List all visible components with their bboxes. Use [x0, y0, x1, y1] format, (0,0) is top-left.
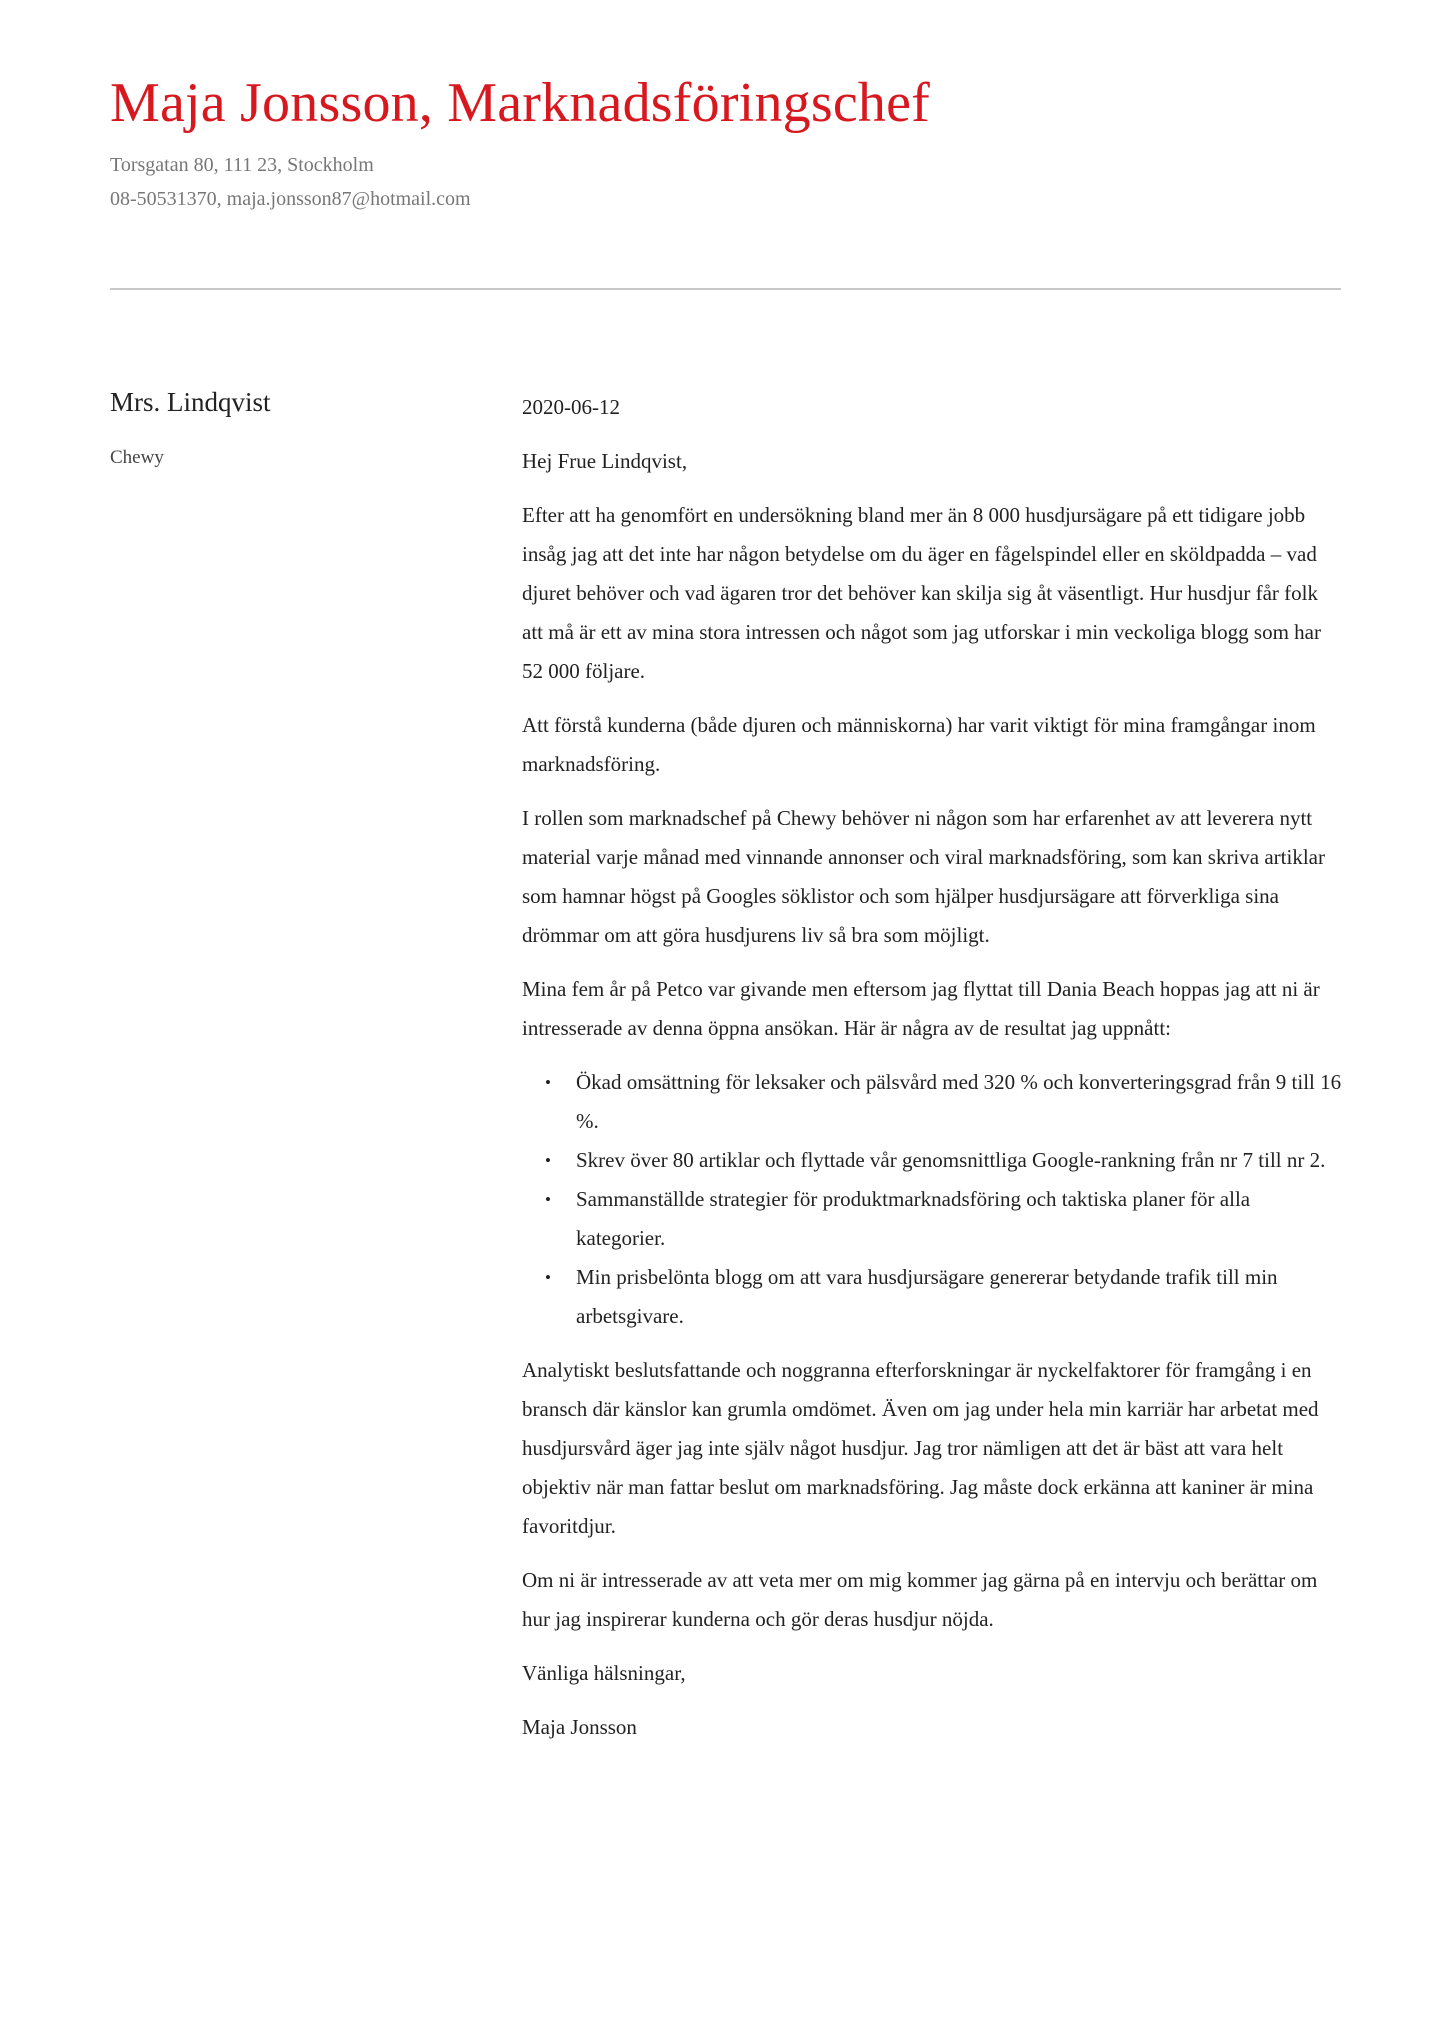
bullet-icon: • — [545, 1190, 551, 1209]
paragraph: I rollen som marknadschef på Chewy behöver ni någon som har erfarenhet av att leverera nytt material varje månad med vinnande annonser och viral marknadsföring, som kan skriva artiklar som hamnar högst på Googles söklistor och som hjälper husdjursägare att förverkliga sina drömmar om att göra husdjurens liv så bra som möjligt. — [522, 806, 1325, 947]
list-item — [545, 1180, 1342, 1258]
list-item — [545, 1063, 1342, 1141]
phone-email: 08-50531370, maja.jonsson87@hotmail.com — [110, 188, 471, 210]
header-divider — [110, 288, 1341, 290]
results-list — [522, 1063, 1342, 1336]
recipient-name: Mrs. Lindqvist — [110, 387, 271, 417]
bullet-icon: • — [545, 1268, 551, 1287]
list-item-text: Ökad omsättning för leksaker och pälsvård med 320 % och konverteringsgrad från 9 till 16 %. — [576, 1070, 1342, 1133]
recipient-company: Chewy — [110, 447, 164, 468]
closing: Vänliga hälsningar, — [522, 1661, 686, 1685]
list-item — [545, 1141, 1342, 1180]
recipient-block — [110, 382, 490, 472]
letter-header — [110, 68, 1340, 216]
list-item-text: Skrev över 80 artiklar och flyttade vår genomsnittliga Google-rankning från nr 7 till nr 2. — [576, 1148, 1326, 1172]
list-item-text: Min prisbelönta blogg om att vara husdjursägare genererar betydande trafik till min arbetsgivare. — [576, 1265, 1278, 1328]
signature: Maja Jonsson — [522, 1715, 637, 1739]
list-item — [545, 1258, 1342, 1336]
letter-body — [522, 388, 1342, 1762]
paragraph: Att förstå kunderna (både djuren och människorna) har varit viktigt för mina framgångar inom marknadsföring. — [522, 713, 1316, 776]
list-item-text: Sammanställde strategier för produktmarknadsföring och taktiska planer för alla kategorier. — [576, 1187, 1251, 1250]
letter-date: 2020-06-12 — [522, 395, 620, 419]
paragraph: Analytiskt beslutsfattande och noggranna efterforskningar är nyckelfaktorer för framgång i en bransch där känslor kan grumla omdömet. Även om jag under hela min karriär har arbetat med husdjursvård äger jag inte själv något husdjur. Jag tror nämligen att det är bäst att vara helt objektiv när man fattar beslut om marknadsföring. Jag måste dock erkänna att kaniner är mina favoritdjur. — [522, 1358, 1319, 1538]
paragraph: Mina fem år på Petco var givande men eftersom jag flyttat till Dania Beach hoppas jag att ni är intresserade av denna öppna ansökan. Här är några av de resultat jag uppnått: — [522, 977, 1320, 1040]
name-title: Maja Jonsson, Marknadsföringschef — [110, 72, 930, 134]
paragraph: Efter att ha genomfört en undersökning bland mer än 8 000 husdjursägare på ett tidigare jobb insåg jag att det inte har någon betydelse om du äger en fågelspindel eller en sköldpadda – vad djuret behöver och vad ägaren tror det behöver kan skilja sig åt väsentligt. Hur husdjur får folk att må är ett av mina stora intressen och något som jag utforskar i min veckoliga blogg som har 52 000 följare. — [522, 503, 1321, 683]
greeting: Hej Frue Lindqvist, — [522, 449, 688, 473]
paragraph: Om ni är intresserade av att veta mer om mig kommer jag gärna på en intervju och berättar om hur jag inspirerar kunderna och gör deras husdjur nöjda. — [522, 1568, 1318, 1631]
address: Torsgatan 80, 111 23, Stockholm — [110, 154, 374, 176]
bullet-icon: • — [545, 1151, 551, 1170]
bullet-icon: • — [545, 1073, 551, 1092]
contact-info — [110, 148, 1340, 216]
